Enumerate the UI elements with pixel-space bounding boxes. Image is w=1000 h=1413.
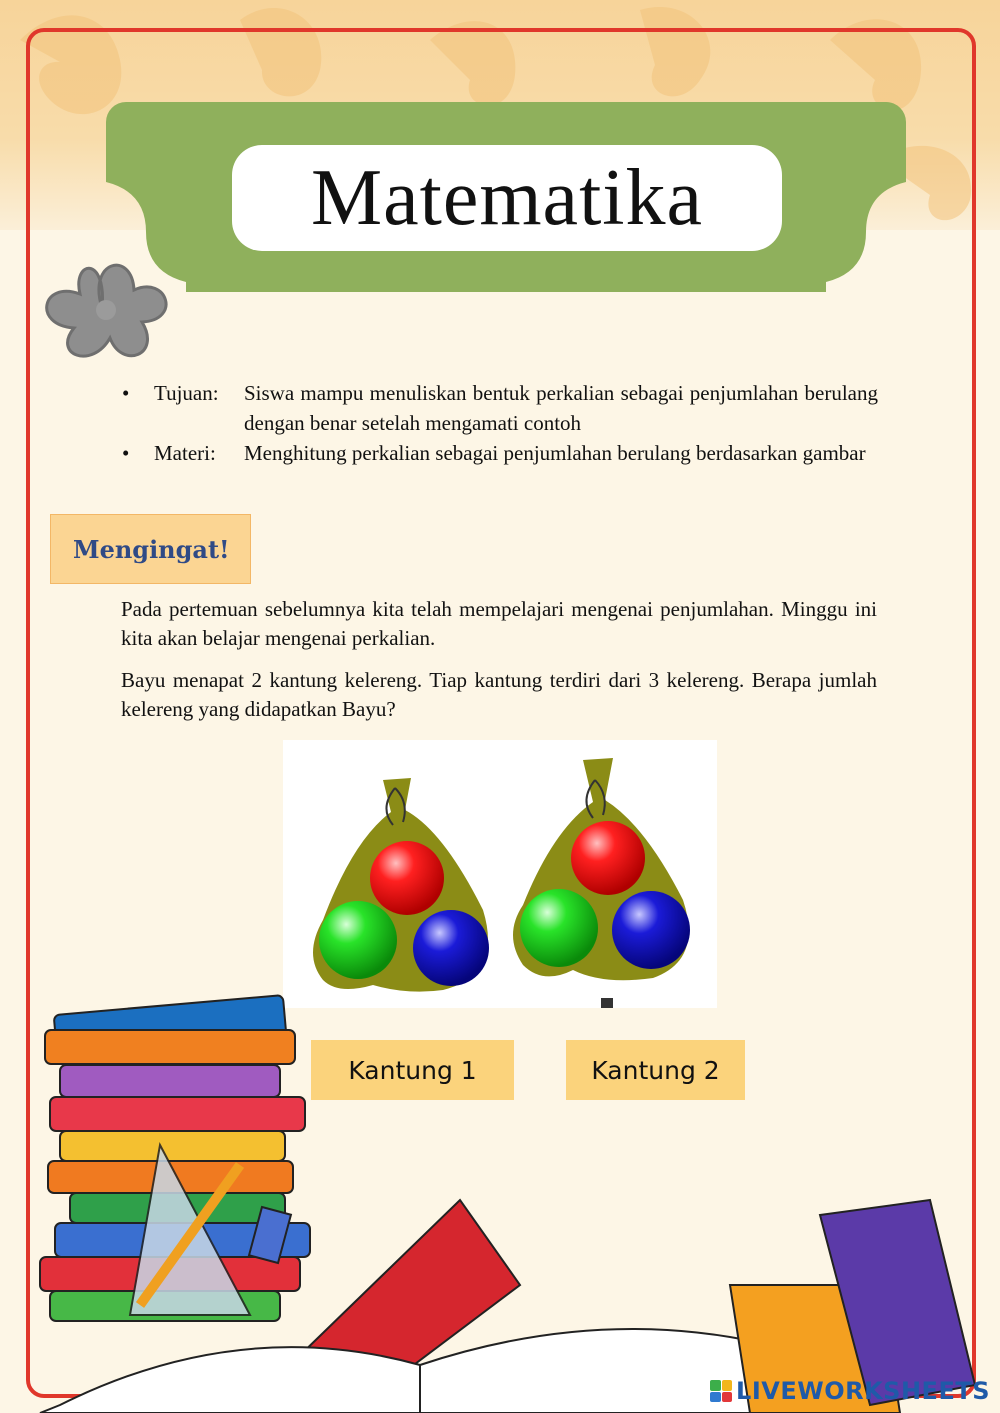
objective-item	[118, 378, 878, 438]
watermark-text: LIVEWORKSHEETS	[736, 1377, 990, 1405]
question-paragraph: Bayu menapat 2 kantung kelereng. Tiap kantung terdiri dari 3 kelereng. Berapa jumlah kelereng yang didapatkan Bayu?	[121, 668, 877, 721]
liveworksheets-logo-icon	[710, 1380, 732, 1402]
marble-bags-picture	[283, 740, 717, 1008]
title-box	[232, 145, 782, 251]
page-title: Matematika	[310, 153, 704, 242]
flower-icon	[32, 250, 172, 365]
bullet-icon: •	[122, 441, 130, 465]
marble-red	[571, 821, 645, 895]
bag-1-label-text: Kantung 1	[348, 1055, 477, 1085]
reminder-heading-box	[50, 514, 251, 584]
bag-1	[313, 778, 489, 992]
objectives-list	[118, 378, 878, 468]
marble-blue	[413, 910, 489, 986]
bag-2	[513, 758, 690, 1008]
intro-paragraph: Pada pertemuan sebelumnya kita telah mempelajari mengenai penjumlahan. Minggu ini kita akan belajar mengenai perkalian.	[121, 597, 877, 650]
reminder-heading: Mengingat!	[73, 534, 230, 564]
objective-label: Materi:	[154, 441, 216, 465]
objective-item	[118, 438, 878, 468]
objective-label: Tujuan:	[154, 381, 219, 405]
bag-2-label	[566, 1040, 745, 1100]
liveworksheets-watermark[interactable]	[710, 1377, 990, 1405]
marble-green	[319, 901, 397, 979]
bullet-icon: •	[122, 381, 130, 405]
objective-text: Menghitung perkalian sebagai penjumlahan berulang berdasarkan gambar	[244, 441, 866, 465]
objective-text: Siswa mampu menuliskan bentuk perkalian sebagai penjumlahan berulang dengan benar setelah mengamati contoh	[244, 381, 878, 435]
marble-green	[520, 889, 598, 967]
marble-red	[370, 841, 444, 915]
marble-blue	[612, 891, 690, 969]
bag-2-label-text: Kantung 2	[591, 1055, 720, 1085]
bag-1-label	[311, 1040, 514, 1100]
